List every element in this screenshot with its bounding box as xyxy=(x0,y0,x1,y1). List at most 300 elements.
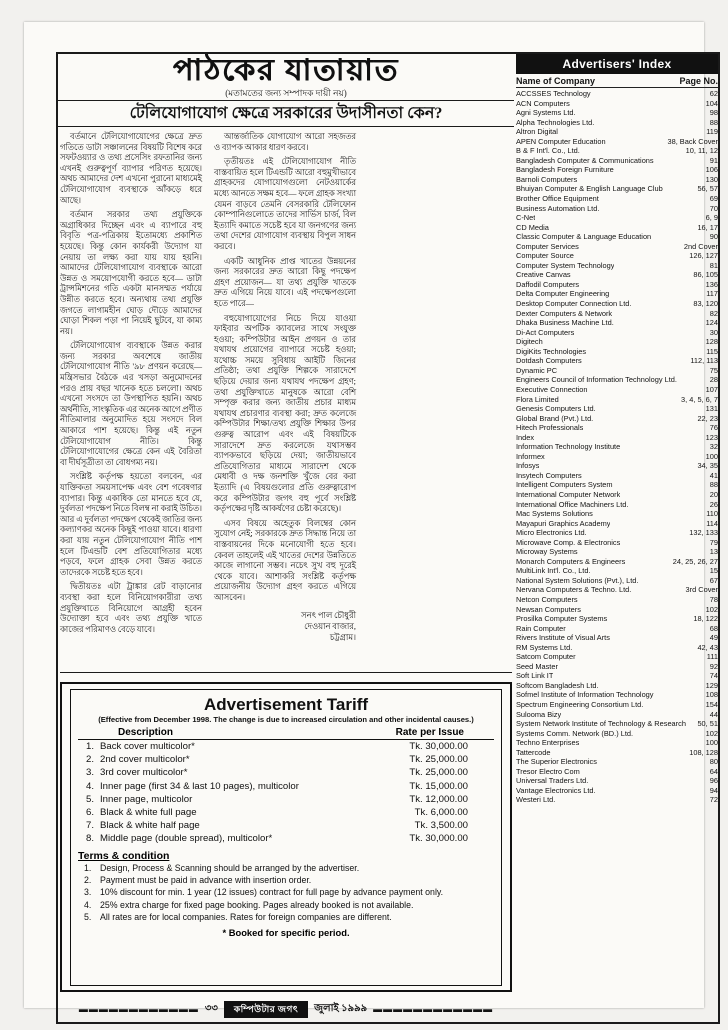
advertiser-page: 100 xyxy=(705,738,718,748)
advertiser-page: 72 xyxy=(709,795,718,805)
advertiser-row xyxy=(516,643,718,653)
tariff-row xyxy=(78,766,494,779)
advertiser-page: 117 xyxy=(706,289,718,299)
tariff-row-label xyxy=(78,753,190,766)
paragraph: একটি আধুনিক প্রাপ্ত খাতের উন্নয়নের জন্য সরকারের দ্রুত আরো কিছু পদক্ষেপ গ্রহণ প্রয়োজন— যা তথ্য প্রযুক্তি খাতকে দ্রুত এগিয়ে নিয়ে যাবে। এই পদক্ষেপগুলো হতে পারে— xyxy=(214,256,356,308)
tariff-row-description: Back cover multicolor* xyxy=(100,741,195,752)
paragraph: বহুযোগাযোগের নিচে দিয়ে যাওয়া ফাইবার অপটিক ক্যাবলের সাথে সংযুক্ত হওয়া; কম্পিউটার আইন প্রণয়ন ও তার যথাযথ প্রয়োগের ব্যাপারে সচেষ্ট হওয়া; যথোচ্চ সময়ে সুবিধায় আইটি জিনের প্রতিষ্ঠা; তথা প্রযুক্তি শিল্পকে সারাদেশে ছড়িয়ে দেয়ার জন্য যথাযথ পদক্ষেপ গ্রহণ; তথা প্রযুক্তিখাতে মানুষকে আরো বেশি সম্পৃক্ত করার জন্য জাতীয় প্রচার মাধ্যম যথাযথ প্রচারণার ব্যবস্থা করা; দ্রুত কলেজে কম্পিউটার শিক্ষা/তথ্য প্রযুক্তি শিক্ষার উপর গুরুত্ব আরোপ এবং এই বিষয়টিকে সারাদেশে দ্রুত করলেজে যথাসম্ভব ব্যাপকভাবে ছড়িয়ে দেয়া; জাতীয়ভাবে প্রতিযোগিতার মাধ্যমে সারাদেশ থেকে মেধাবী ও দক্ষ জনশক্তি খুঁজে বের করা ইত্যাদি (এ বিষয়গুলোর প্রতি গুরুত্বারোপ করে কম্পিউটার জগৎ বহু পূর্বে সংশ্লিষ্ট কর্তৃপক্ষের দৃষ্টি আকর্ষণের চেষ্টা করেছে)। xyxy=(214,313,356,514)
advertiser-row xyxy=(516,223,718,233)
advertiser-name: Business Automation Ltd. xyxy=(516,203,600,213)
advertiser-page: 20 xyxy=(709,489,718,499)
advertiser-row xyxy=(516,280,718,290)
advertiser-name: Rivers Institute of Visual Arts xyxy=(516,633,610,643)
paragraph: সংশ্লিষ্ট কর্তৃপক্ষ হয়তো বলবেন, এর যাক্তিকতা সময়সাপেক্ষ এবং বেশ গবেষণার ব্যাপার। কিন্তু একাধিক তো মানতে হবে যে, দুর্বলতা পদক্ষেপ নিতে বিলম্ব না করাই উচিত। আর এ দুর্বলতা পদক্ষেপ থেকেই জাতির জন্য কল্যাণকর অনেক কিছুই পাওয়া যাবে। ধারণা করা যায় নতুন টেলিযোগাযোগ নীতি পাশ হলে টিএন্ডটি বেশ প্রতিযোগিতার মধ্যে পড়বে, ফলে গ্রাহক সেবা উন্নত করতে তাদেরকে সচেষ্ট হতে হবে। xyxy=(60,472,203,577)
terms-title: Terms & condition xyxy=(78,849,170,862)
tariff-row-description: Inner page, multicolor xyxy=(100,793,193,805)
advertiser-name: APEN Computer Education xyxy=(516,136,606,146)
advertiser-page: 13 xyxy=(709,547,718,557)
advertiser-page: 26 xyxy=(709,499,718,509)
advertiser-row xyxy=(516,538,718,548)
tariff-row-number: 1. xyxy=(86,741,95,752)
advertiser-row xyxy=(516,337,718,347)
tariff-row-rate: Tk. 6,000.00 xyxy=(414,807,468,819)
advertiser-name: Alpha Technologies Ltd. xyxy=(516,117,595,127)
advertiser-name: Engineers Council of Information Technology Ltd. xyxy=(516,375,677,385)
tariff-col-rate: Rate per Issue xyxy=(395,727,464,738)
footer-right-rule: ▬▬▬▬▬▬▬▬▬▬▬▬ xyxy=(373,1004,494,1014)
advertiser-name: Desktop Computer Connection Ltd. xyxy=(516,299,632,309)
advertiser-page: 124 xyxy=(705,318,718,328)
advertiser-row xyxy=(516,461,718,471)
advertiser-name: ACN Computers xyxy=(516,98,570,108)
advertiser-name: Executive Connection xyxy=(516,384,588,394)
tariff-row-rate: Tk. 12,000.00 xyxy=(409,793,468,805)
advertiser-page: 129 xyxy=(705,680,718,690)
signature-line: সনৎ পাল চৌধুরী xyxy=(301,610,356,620)
advertiser-row xyxy=(516,500,718,510)
advertiser-name: Digitech xyxy=(516,337,543,347)
advertiser-name: CD Media xyxy=(516,222,549,232)
advertiser-row xyxy=(516,480,718,490)
advertiser-name: Spectrum Engineering Consortium Ltd. xyxy=(516,700,644,709)
advertiser-page: 126, 127 xyxy=(689,251,718,261)
advertiser-page: 78 xyxy=(709,594,718,604)
advertiser-row xyxy=(516,328,718,338)
advertiser-page: 90 xyxy=(709,232,718,242)
advertiser-page: 98 xyxy=(709,108,718,118)
advertiser-row xyxy=(516,757,718,767)
advertiser-name: Agni Systems Ltd. xyxy=(516,108,576,118)
article-signature xyxy=(214,610,356,643)
advertiser-name: Infosys xyxy=(516,461,540,471)
advertiser-page: 30 xyxy=(709,327,718,337)
advertiser-name: Sulooma Bizy xyxy=(516,709,562,719)
advertiser-name: Insytech Computers xyxy=(516,470,582,480)
footer-left-rule: ▬▬▬▬▬▬▬▬▬▬▬▬ xyxy=(78,1004,199,1014)
tariff-row-rate: Tk. 25,000.00 xyxy=(409,754,468,766)
advertiser-row xyxy=(516,261,718,271)
paragraph: বর্তমানে টেলিযোগাযোগের ক্ষেত্রে দ্রুত গতিতে ডাটা সঞ্চালনের বিষয়টি বিশেষ করে সফটওয়্যার ও তথ্য প্রসেসিং রফতানির জন্য এখনই গুরুত্বপূর্ণ ব্যাপার পরিণত হয়েছে। অথচ আমাদের দেশ এখনো পুরানো মাধ্যমেই টেলিযোগাযোগ ব্যবস্থাকে আঁকড়ে ধরে আছে। xyxy=(60,132,202,205)
tariff-row-description: Black & white full page xyxy=(100,807,197,819)
advertiser-row xyxy=(516,289,718,299)
advertiser-page: 64 xyxy=(709,766,718,776)
advertiser-row xyxy=(516,137,718,147)
advertiser-row xyxy=(516,242,718,252)
article-column-2 xyxy=(214,132,356,677)
advertiser-page: 94 xyxy=(709,785,718,795)
advertiser-page: 112, 113 xyxy=(690,356,718,366)
advertiser-row xyxy=(516,213,718,223)
advertiser-row xyxy=(516,99,718,109)
footer-date: জুলাই ১৯৯৯ xyxy=(314,1002,368,1014)
advertiser-page: 123 xyxy=(705,432,718,442)
advertiser-page: 67 xyxy=(709,575,718,585)
advertiser-row xyxy=(516,309,718,319)
advertiser-row xyxy=(516,194,718,204)
advertiser-name: Bhuiyan Computer & English Language Club xyxy=(516,184,663,194)
term-number: 5. xyxy=(84,912,92,923)
signature-line: দেওয়ান বাজার, xyxy=(304,621,356,631)
advertiser-name: ACCSSES Technology xyxy=(516,89,591,98)
tariff-row-number: 4. xyxy=(86,780,95,792)
advertiser-page: 91 xyxy=(709,155,718,165)
terms-rows xyxy=(78,862,494,924)
advertiser-page: 154 xyxy=(705,700,718,709)
advertiser-page: 24, 25, 26, 27 xyxy=(672,556,718,566)
advertiser-row xyxy=(516,690,718,700)
masthead-rule xyxy=(58,100,514,101)
advertiser-row xyxy=(516,251,718,261)
advertiser-page: 86, 105 xyxy=(693,270,718,280)
advertiser-page: 28 xyxy=(709,375,718,385)
advertiser-name: Tresor Electro Com xyxy=(516,766,580,776)
advertiser-page: 108 xyxy=(705,690,718,700)
tariff-row-number: 3. xyxy=(86,767,95,779)
column-header-name: Name of Company xyxy=(516,76,596,86)
advertiser-row xyxy=(516,576,718,586)
advertiser-row xyxy=(516,184,718,194)
tariff-row-number: 8. xyxy=(86,833,95,845)
advertiser-row xyxy=(516,624,718,634)
advertiser-page: 92 xyxy=(709,661,718,671)
advertiser-name: Intelligent Computers System xyxy=(516,480,613,490)
booked-note: * Booked for specific period. xyxy=(222,926,350,938)
tariff-title: Advertisement Tariff xyxy=(203,695,369,714)
term-number: 3. xyxy=(84,887,92,898)
advertiser-page: 18, 122 xyxy=(693,614,718,624)
paragraph: দ্বিতীয়তঃ এটা ট্রাঙ্কার রেট বাড়ানোর ব্যবস্থা করা হলে বিনিয়োগকারীরা তথ্য প্রযুক্তিখাতে বিনিয়োগে আগ্রহী হবেন উদ্যোক্তা হবে এবং তথ্য প্রযুক্তি খাতে কাজের পরিমাণও বেড়ে যাবে। xyxy=(60,582,202,634)
advertiser-page: 16, 17 xyxy=(697,222,718,232)
advertiser-page: 34, 35 xyxy=(697,461,718,471)
advertiser-page: 44 xyxy=(709,709,718,719)
advertiser-row xyxy=(516,509,718,519)
advertiser-page: 132, 133 xyxy=(689,528,718,538)
advertiser-page: 2nd Cover xyxy=(683,241,718,251)
term-text: Payment must be paid in advance with insertion order. xyxy=(100,875,312,886)
advertisers-index-columns xyxy=(516,76,718,88)
advertiser-name: Computer System Technology xyxy=(516,260,615,270)
term-number: 2. xyxy=(84,875,92,886)
article-headline: টেলিযোগাযোগ ক্ষেত্রে সরকারের উদাসীনতা কেন? xyxy=(129,105,443,122)
advertiser-page: 3rd Cover xyxy=(685,585,718,595)
advertiser-name: Di-Act Computers xyxy=(516,327,575,337)
advertiser-page: 82 xyxy=(709,308,718,318)
advertiser-page: 119 xyxy=(706,127,718,137)
advertiser-name: Flora Limited xyxy=(516,394,559,404)
advertiser-page: 68 xyxy=(709,623,718,633)
advertiser-name: Vantage Electronics Ltd. xyxy=(516,785,596,795)
advertiser-row xyxy=(516,710,718,720)
advertiser-page: 131 xyxy=(705,404,718,414)
advertiser-name: Sofmel Institute of Information Technology xyxy=(516,690,654,700)
paragraph: এসব বিষয়ে অহেতুক বিলম্বের কোন সুযোগ নেই; সরকারকে দ্রুত সিদ্ধান্ত নিয়ে তা বাস্তবায়নের দিকে মনোযোগী হতে হবে। কেবল তাহলেই এই খাতের দেশের উন্নতিতে কাজে লাগানো সম্ভব। নচেৎ সুখ বহু দূরেই থেকে যাবে। আশাকরি সংশ্লিষ্ট কর্তৃপক্ষ প্রয়োজনীয় উদ্যোগ গ্রহণ করতে এগিয়ে আসবেন। xyxy=(214,518,356,602)
advertiser-row xyxy=(516,127,718,137)
tariff-row xyxy=(78,832,494,845)
term-text: 25% extra charge for fixed page booking. Pages already booked is not available. xyxy=(100,899,414,910)
advertiser-row xyxy=(516,299,718,309)
advertiser-name: Mac Systems Solutions xyxy=(516,509,593,519)
advertiser-name: Bangladesh Computer & Communications xyxy=(516,155,654,165)
advertiser-row xyxy=(516,375,718,385)
advertiser-row xyxy=(516,729,718,739)
paragraph: টেলিযোগাযোগ ব্যবস্থাকে উন্নত করার জন্য সরকার অবশেষে জাতীয় টেলিযোগাযোগ নীতি '৯৮ প্রণয়ন করেছে— মন্ত্রিসভার বৈঠকে এর খসড়া অনুমোদনের পরও প্রায় বছর খানেক হতে চললো। অথচ এখনো সংসদে তা উপস্থাপিত হয়নি। অথচ অর্থনীতি, সাংস্কৃতিক এর অনেক আগে প্রণীত নীতিমালার অনুমোদিত হয়ে সংসদে বিল আকারে পাশ হয়েছে। কিন্তু এই নতুন টেলিযোগাযোগ নীতি। কিন্তু টেলিযোগাযোগের ক্ষেত্রে কেন এই বৈরিতা বা দীর্ঘসূত্রীতা তা বোধগম্য নয়। xyxy=(60,341,202,467)
tariff-row-label xyxy=(78,766,187,779)
tariff-row-label xyxy=(78,780,299,793)
tariff-row-rate: Tk. 3,500.00 xyxy=(414,820,468,832)
term-row xyxy=(78,862,494,874)
advertiser-name: Netcon Computers xyxy=(516,594,578,604)
tariff-row-rate: Tk. 15,000.00 xyxy=(409,780,468,792)
tariff-row xyxy=(78,780,494,793)
tariff-row-rate: Tk. 30,000.00 xyxy=(409,741,468,752)
advertiser-row xyxy=(516,528,718,538)
advertiser-row xyxy=(516,776,718,786)
advertiser-page: 110 xyxy=(706,509,718,519)
advertiser-page: 96 xyxy=(709,776,718,786)
advertiser-row xyxy=(516,547,718,557)
advertiser-row xyxy=(516,89,718,99)
term-text: All rates are for local companies. Rates for foreign companies are different. xyxy=(100,912,392,923)
advertiser-row xyxy=(516,605,718,615)
page-footer xyxy=(60,1000,512,1018)
advertiser-name: Global Brand (Pvt.) Ltd. xyxy=(516,413,594,423)
advertiser-name: Westeri Ltd. xyxy=(516,795,556,805)
tariff-row xyxy=(78,806,494,819)
advertiser-row xyxy=(516,318,718,328)
advertiser-name: Softcom Bangladesh Ltd. xyxy=(516,680,599,690)
advertiser-name: Computer Source xyxy=(516,251,574,261)
advertiser-name: International Office Machiners Ltd. xyxy=(516,499,629,509)
advertiser-row xyxy=(516,385,718,395)
advertiser-row xyxy=(516,433,718,443)
advertiser-page: 111 xyxy=(706,652,718,662)
advertiser-name: B & F Int'l. Co., Ltd. xyxy=(516,146,580,156)
advertiser-page: 42, 43 xyxy=(697,642,718,652)
tariff-row-description: Black & white half page xyxy=(100,820,200,832)
advertiser-page: 102 xyxy=(705,728,718,738)
tariff-table-header xyxy=(78,727,494,740)
advertiser-name: Delta Computer Engineering xyxy=(516,289,610,299)
paragraph: আন্তর্জাতিক যোগাযোগ আরো সহজতর ও ব্যাপক আকার ধারণ করবে। xyxy=(214,132,356,152)
tariff-rows xyxy=(78,740,494,846)
advertiser-name: Genesis Computers Ltd. xyxy=(516,404,596,414)
term-text: Design, Process & Scanning should be arranged by the advertiser. xyxy=(100,862,360,873)
advertiser-page: 38, Back Cover xyxy=(667,136,718,146)
term-number: 1. xyxy=(84,862,92,873)
advertiser-row xyxy=(516,585,718,595)
tariff-inner-border xyxy=(70,689,502,986)
term-text: 10% discount for min. 1 year (12 issues) contract for full page by advance payment only. xyxy=(100,887,444,898)
advertiser-name: Informex xyxy=(516,451,545,461)
advertiser-row xyxy=(516,146,718,156)
tariff-row xyxy=(78,740,494,753)
advertiser-name: Systems Comm. Network (BD.) Ltd. xyxy=(516,728,634,738)
advertiser-name: Information Technology Institute xyxy=(516,442,621,452)
advertiser-row xyxy=(516,786,718,796)
advertiser-name: Daffodil Computers xyxy=(516,279,580,289)
advertiser-name: Altron Digital xyxy=(516,127,558,137)
tariff-row-description: Middle page (double spread), multicolor* xyxy=(100,833,273,845)
advertiser-name: MultiLink Int'l. Co., Ltd. xyxy=(516,566,591,576)
tariff-row-number: 6. xyxy=(86,807,95,819)
advertiser-page: 10, 11, 12 xyxy=(685,146,718,156)
term-row xyxy=(78,911,494,923)
advertiser-page: 62 xyxy=(709,89,718,98)
advertiser-name: Micro Electronics Ltd. xyxy=(516,528,587,538)
advertiser-row xyxy=(516,156,718,166)
column-header-page: Page No. xyxy=(679,76,718,86)
advertiser-name: Universal Traders Ltd. xyxy=(516,776,589,786)
advertiser-page: 49 xyxy=(709,633,718,643)
advertiser-row xyxy=(516,204,718,214)
advertiser-page: 69 xyxy=(709,194,718,204)
advertiser-page: 15 xyxy=(709,566,718,576)
advertiser-row xyxy=(516,366,718,376)
advertiser-name: Rain Computer xyxy=(516,623,566,633)
advertiser-page: 104 xyxy=(705,98,718,108)
masthead-subtitle: (মতামতের জন্য সম্পাদক দায়ী নয়) xyxy=(225,88,347,98)
tariff-row-number: 5. xyxy=(86,793,95,805)
paragraph: বর্তমান সরকার তথ্য প্রযুক্তিকে অগ্রাধিকার দিচ্ছেন এবং এ ব্যাপারে বহু বিবৃতি পত্র-পত্রিকায় ইতোমধ্যে প্রকাশিত হয়েছে। কিন্তু কোন কার্যকরী উদ্যোগ যা নেয়ায় তা লক্ষ্য করা যায় যায় হয়নি। আমাদের টেলিযোগাযোগ ব্যবস্থাকে আরো উন্নত ও সময়োপযোগী করতে হবে— ডাটা ট্রান্সমিশনের গতি একটা মানসম্মত পর্যায়ে উন্নীত করতে হবে। অন্যথায় তথ্য প্রযুক্তি জগতে লাগামহীন ঘোড় দৌড়ে আমাদের ঘোড়া শিকল পড়া পা নিয়েই ছুটবে, যা কাম্য নয়। xyxy=(60,210,202,336)
advertiser-page: 108, 128 xyxy=(689,747,718,757)
advertiser-row xyxy=(516,404,718,414)
advertiser-name: Satcom Computer xyxy=(516,652,576,662)
term-row xyxy=(78,899,494,911)
advertiser-name: Soft Link IT xyxy=(516,671,554,681)
advertiser-row xyxy=(516,414,718,424)
tariff-row xyxy=(78,753,494,766)
advertiser-row xyxy=(516,557,718,567)
advertiser-page: 102 xyxy=(705,604,718,614)
advertiser-row xyxy=(516,767,718,777)
advertiser-page: 76 xyxy=(709,423,718,433)
advertiser-row xyxy=(516,719,718,729)
tariff-row-rate: Tk. 25,000.00 xyxy=(409,767,468,779)
signature-line: চট্টগ্রাম। xyxy=(329,632,356,642)
advertiser-name: Dynamic PC xyxy=(516,365,558,375)
term-row xyxy=(78,886,494,898)
advertiser-row xyxy=(516,442,718,452)
advertiser-name: C-Net xyxy=(516,213,536,223)
body-bottom-rule xyxy=(60,672,512,673)
advertiser-page: 106 xyxy=(705,165,718,175)
advertiser-row xyxy=(516,614,718,624)
advertiser-name: Techno Enterprises xyxy=(516,738,580,748)
advertiser-page: 100 xyxy=(705,451,718,461)
advertiser-page: 74 xyxy=(709,671,718,681)
advertiser-page: 80 xyxy=(709,757,718,767)
advertiser-page: 130 xyxy=(705,174,718,184)
advertiser-row xyxy=(516,681,718,691)
advertiser-row xyxy=(516,118,718,128)
advertiser-name: System Network Institute of Technology & Research xyxy=(516,719,686,729)
advertiser-page: 115 xyxy=(706,346,718,356)
advertiser-name: Microwave Comp. & Electronics xyxy=(516,537,621,547)
advertiser-name: International Computer Network xyxy=(516,489,621,499)
advertiser-row xyxy=(516,738,718,748)
tariff-row xyxy=(78,819,494,832)
advertiser-row xyxy=(516,232,718,242)
magazine-sheet xyxy=(24,22,718,1014)
advertisers-index-header: Advertisers' Index xyxy=(516,54,718,74)
masthead xyxy=(58,54,514,98)
advertiser-page: 88 xyxy=(709,117,718,127)
advertiser-row xyxy=(516,671,718,681)
advertiser-row xyxy=(516,748,718,758)
masthead-title: পাঠকের যাতায়াত xyxy=(172,54,400,87)
advertisement-tariff-box xyxy=(60,682,512,992)
term-row xyxy=(78,874,494,886)
advertiser-page: 56, 57 xyxy=(697,184,718,194)
tariff-row-label xyxy=(78,819,200,832)
advertiser-row xyxy=(516,652,718,662)
advertiser-name: National System Solutions (Pvt.), Ltd. xyxy=(516,575,639,585)
advertiser-page: 107 xyxy=(705,384,718,394)
tariff-row-label xyxy=(78,806,197,819)
advertiser-name: Tattercode xyxy=(516,747,551,757)
advertiser-name: Dexter Computers & Network xyxy=(516,308,613,318)
paragraph: তৃতীয়তঃ এই টেলিযোগাযোগ নীতি বাস্তবায়িত হলে টিএন্ডটি আরো বহুমুখীভাবে গ্রাহকদের যোগাযোগগুলো নেটওয়ার্কের মধ্যে আনতে সক্ষম হবে— ফলে গ্রাহক সংখ্যা যেমন বাড়বে তেমনি বেসরকারি টেলিফোন কোম্পানিগুলোতে তাদের সার্ভিস চার্জ, বিল ইত্যাদি কমাতে সচেষ্ট হবে যা জনগণের জন্য তথা দেশের যোগাযোগ ব্যবস্থায় বিপুল সাধন করবে। xyxy=(214,157,356,251)
tariff-note: (Effective from December 1998. The change is due to increased circulation and other incidental causes.) xyxy=(98,715,474,724)
advertiser-row xyxy=(516,633,718,643)
advertiser-page: 79 xyxy=(709,537,718,547)
tariff-row-rate: Tk. 30,000.00 xyxy=(409,833,468,845)
article-body xyxy=(60,132,512,677)
advertiser-row xyxy=(516,270,718,280)
advertiser-row xyxy=(516,471,718,481)
advertiser-row xyxy=(516,662,718,672)
advertiser-name: Computer Services xyxy=(516,241,579,251)
advertiser-page: 32 xyxy=(709,442,718,452)
tariff-row-description: Inner page (first 34 & last 10 pages), multicolor xyxy=(100,780,299,792)
advertiser-page: 83, 120 xyxy=(693,299,718,309)
advertiser-name: Newsan Computers xyxy=(516,604,581,614)
advertiser-name: Dotdash Computers xyxy=(516,356,582,366)
advertiser-name: Dhaka Business Machine Ltd. xyxy=(516,318,614,328)
advertiser-row xyxy=(516,395,718,405)
headline-rule xyxy=(58,126,514,127)
advertiser-page: 75 xyxy=(709,365,718,375)
advertiser-name: Index xyxy=(516,432,535,442)
advertiser-page: 41 xyxy=(709,470,718,480)
advertiser-row xyxy=(516,423,718,433)
advertiser-row xyxy=(516,347,718,357)
advertiser-name: Prosilka Computer Systems xyxy=(516,614,608,624)
tariff-row-description: 2nd cover multicolor* xyxy=(100,754,190,766)
advertiser-name: Seed Master xyxy=(516,661,558,671)
tariff-row-label xyxy=(78,832,272,845)
advertiser-page: 6, 9 xyxy=(705,213,718,223)
advertiser-page: 3, 4, 5, 6, 7 xyxy=(681,394,718,404)
advertiser-row xyxy=(516,795,718,805)
tariff-row-number: 7. xyxy=(86,820,95,832)
advertiser-row xyxy=(516,519,718,529)
advertiser-name: Bangladesh Foreign Furniture xyxy=(516,165,614,175)
footer-magazine-name: কম্পিউটার জগৎ xyxy=(224,1001,308,1018)
advertiser-name: Monarch Computers & Engineers xyxy=(516,556,626,566)
advertiser-name: The Superior Electronics xyxy=(516,757,597,767)
advertiser-name: DigiKits Technologies xyxy=(516,346,587,356)
advertiser-row xyxy=(516,700,718,710)
advertiser-row xyxy=(516,566,718,576)
advertiser-name: Barnoli Computers xyxy=(516,174,578,184)
advertiser-page: 136 xyxy=(705,279,718,289)
footer-page-number: ৩৩ xyxy=(204,1002,218,1014)
term-number: 4. xyxy=(84,899,92,910)
tariff-row xyxy=(78,793,494,806)
advertiser-name: Microway Systems xyxy=(516,547,578,557)
advertiser-row xyxy=(516,452,718,462)
